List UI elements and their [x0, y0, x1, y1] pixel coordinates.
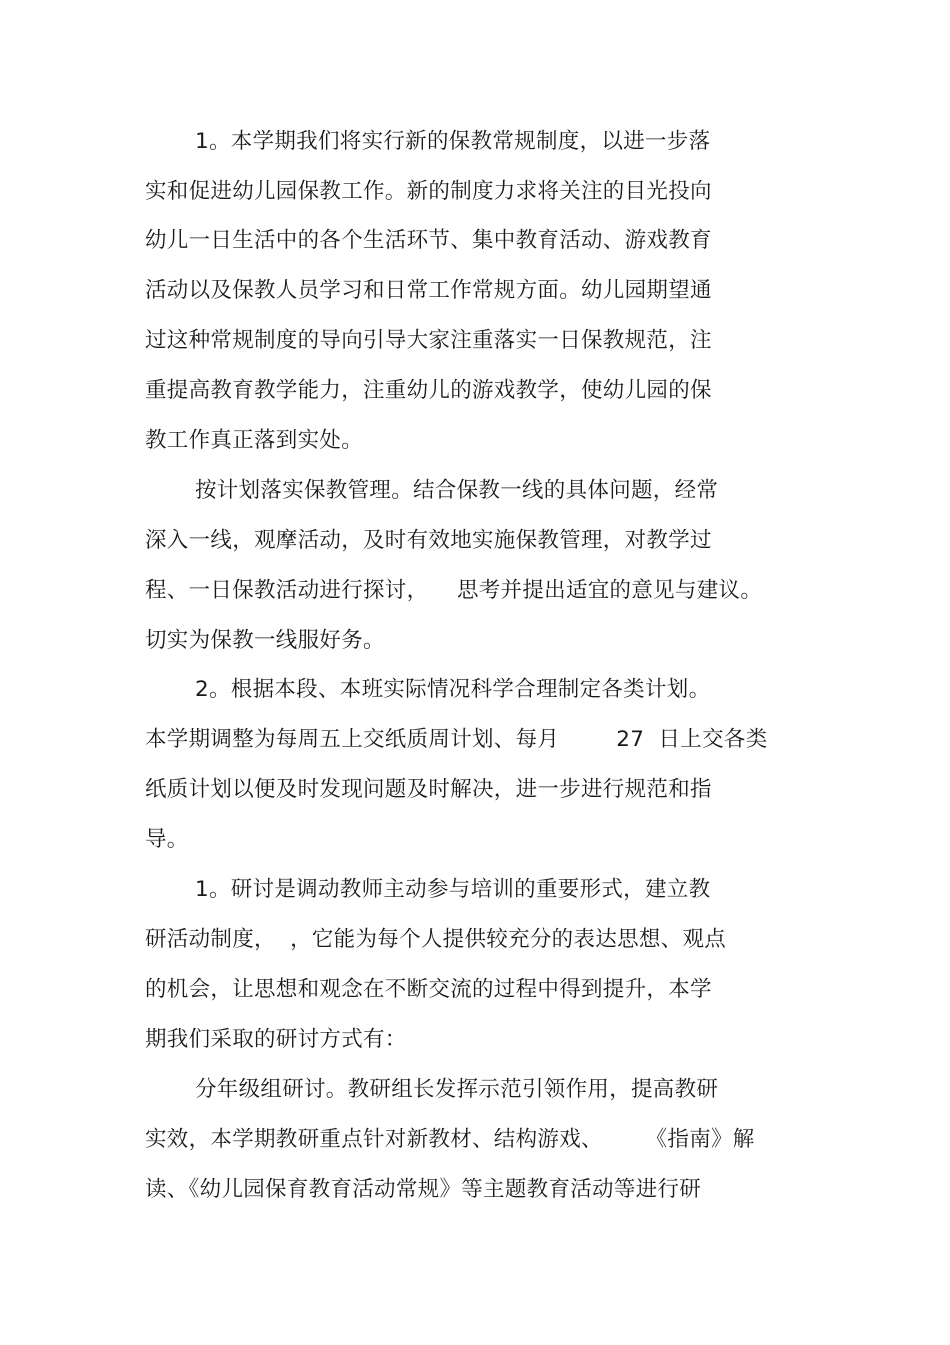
text-line: 按计划落实保教管理。结合保教一线的具体问题，经常	[195, 478, 719, 503]
text-line: 深入一线，观摩活动，及时有效地实施保教管理，对教学过	[145, 528, 712, 553]
text-line: 程、一日保教活动进行探讨， 思考并提出适宜的意见与建议。	[145, 578, 763, 603]
text-line: 过这种常规制度的导向引导大家注重落实一日保教规范，注	[145, 328, 712, 353]
text-line: 读、《幼儿园保育教育活动常规》等主题教育活动等进行研	[145, 1177, 702, 1202]
text-line: 切实为保教一线服好务。	[145, 628, 385, 653]
text-line: 重提高教育教学能力，注重幼儿的游戏教学，使幼儿园的保	[145, 378, 712, 403]
text-line: 导。	[145, 827, 189, 852]
text-line: 1。研讨是调动教师主动参与培训的重要形式，建立教	[195, 877, 711, 902]
text-line: 纸质计划以便及时发现问题及时解决，进一步进行规范和指	[145, 777, 712, 802]
text-line: 期我们采取的研讨方式有：	[145, 1027, 407, 1052]
text-line: 研活动制度， ，它能为每个人提供较充分的表达思想、观点	[145, 927, 727, 952]
text-line: 实和促进幼儿园保教工作。新的制度力求将关注的目光投向	[145, 179, 712, 204]
text-line: 幼儿一日生活中的各个生活环节、集中教育活动、游戏教育	[145, 228, 712, 253]
text-line: 的机会，让思想和观念在不断交流的过程中得到提升，本学	[145, 977, 712, 1002]
text-line: 1。本学期我们将实行新的保教常规制度，以进一步落	[195, 129, 711, 154]
text-line: 活动以及保教人员学习和日常工作常规方面。幼儿园期望通	[145, 278, 712, 303]
text-line: 分年级组研讨。教研组长发挥示范引领作用，提高教研	[195, 1077, 719, 1102]
text-line: 实效，本学期教研重点针对新教材、结构游戏、 《指南》解	[145, 1127, 755, 1152]
text-line: 2。根据本段、本班实际情况科学合理制定各类计划。	[195, 677, 711, 702]
text-line: 教工作真正落到实处。	[145, 428, 364, 453]
text-line: 本学期调整为每周五上交纸质周计划、每月 27 日上交各类	[145, 727, 768, 752]
